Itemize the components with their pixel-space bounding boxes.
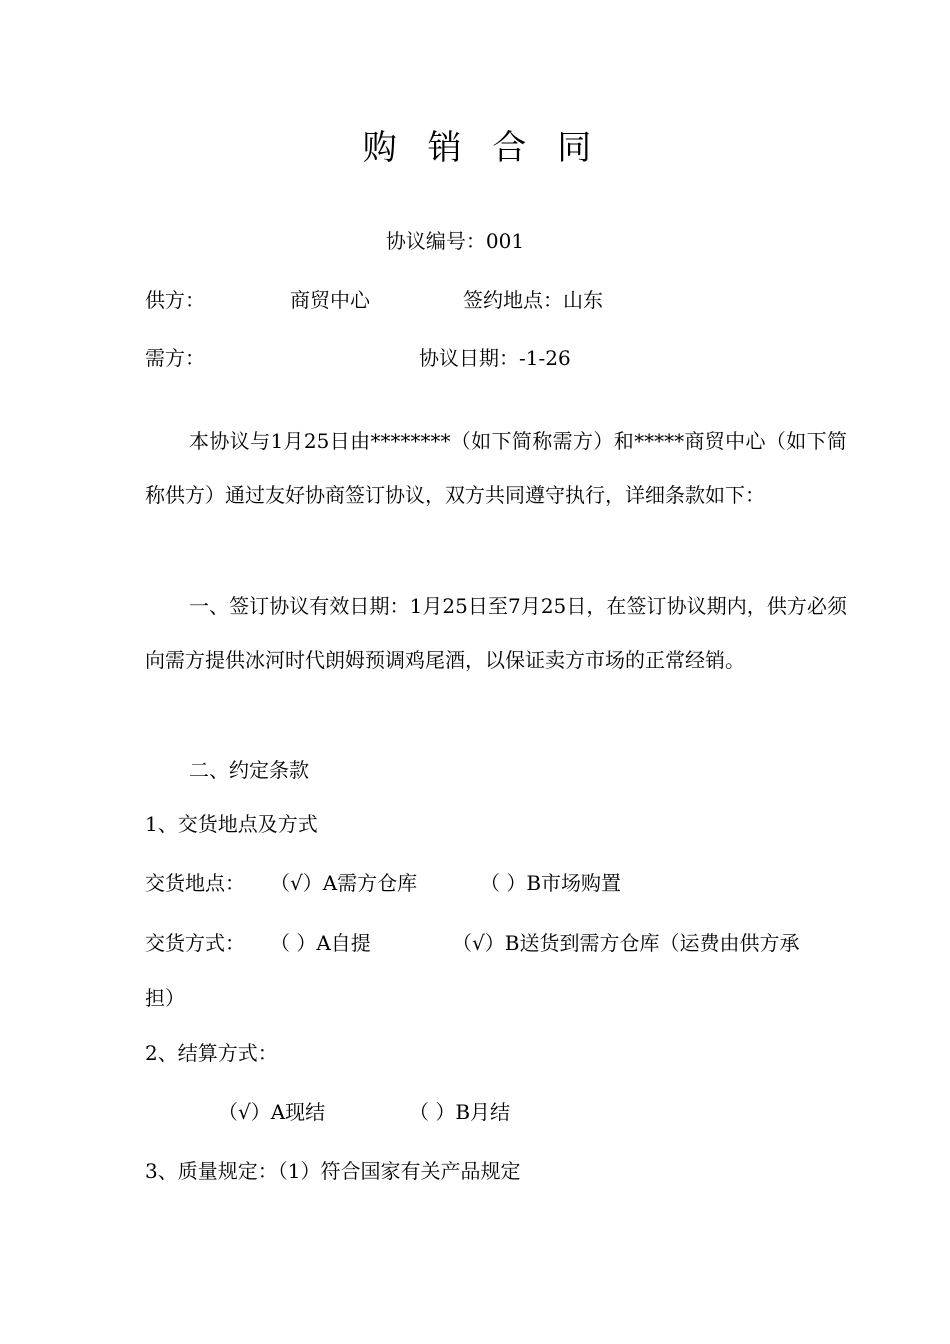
- delivery-method-label: 交货方式：: [145, 931, 245, 955]
- supplier-name: 商贸中心: [290, 288, 370, 312]
- agreement-number-line: [0, 229, 910, 253]
- intro-paragraph: 本协议与1月25日由********（如下简称需方）和*****商贸中心（如下简称供方）通过友好协商签订协议，双方共同遵守执行，详细条款如下：: [145, 429, 847, 507]
- item-2-heading: 2、结算方式：: [145, 1041, 278, 1065]
- sign-place-line: [463, 288, 603, 312]
- delivery-place-option-b: （ ）B市场购置: [480, 871, 622, 895]
- section-2-heading: 二、约定条款: [189, 758, 309, 782]
- sign-place-value: 山东: [563, 288, 603, 312]
- item-3-quality: 3、质量规定：（1）符合国家有关产品规定: [145, 1159, 521, 1183]
- settlement-option-b: （ ）B月结: [409, 1100, 511, 1124]
- delivery-method-option-b-continued: 担）: [145, 986, 185, 1010]
- delivery-method-option-b: （√）B送货到需方仓库（运费由供方承: [452, 931, 800, 955]
- buyer-label: 需方：: [145, 346, 205, 370]
- delivery-method-option-a: （ ）A自提: [270, 931, 371, 955]
- sign-place-label: 签约地点：: [463, 288, 563, 312]
- agreement-date-label: 协议日期：: [419, 346, 519, 370]
- item-1-heading: 1、交货地点及方式: [145, 812, 318, 836]
- section-1-paragraph: 一、签订协议有效日期：1月25日至7月25日，在签订协议期内，供方必须向需方提供冰河时代朗姆预调鸡尾酒，以保证卖方市场的正常经销。: [145, 594, 847, 672]
- delivery-place-label: 交货地点：: [145, 871, 245, 895]
- agreement-date-line: [419, 346, 571, 370]
- document-title: 购 销 合 同: [362, 128, 602, 168]
- delivery-place-option-a: （√）A需方仓库: [270, 871, 418, 895]
- agreement-date-value: -1-26: [519, 346, 571, 370]
- agreement-number-label: 协议编号：: [385, 229, 486, 253]
- supplier-label: 供方：: [145, 288, 205, 312]
- agreement-number-value: 001: [485, 229, 525, 253]
- settlement-option-a: （√）A现结: [218, 1100, 326, 1124]
